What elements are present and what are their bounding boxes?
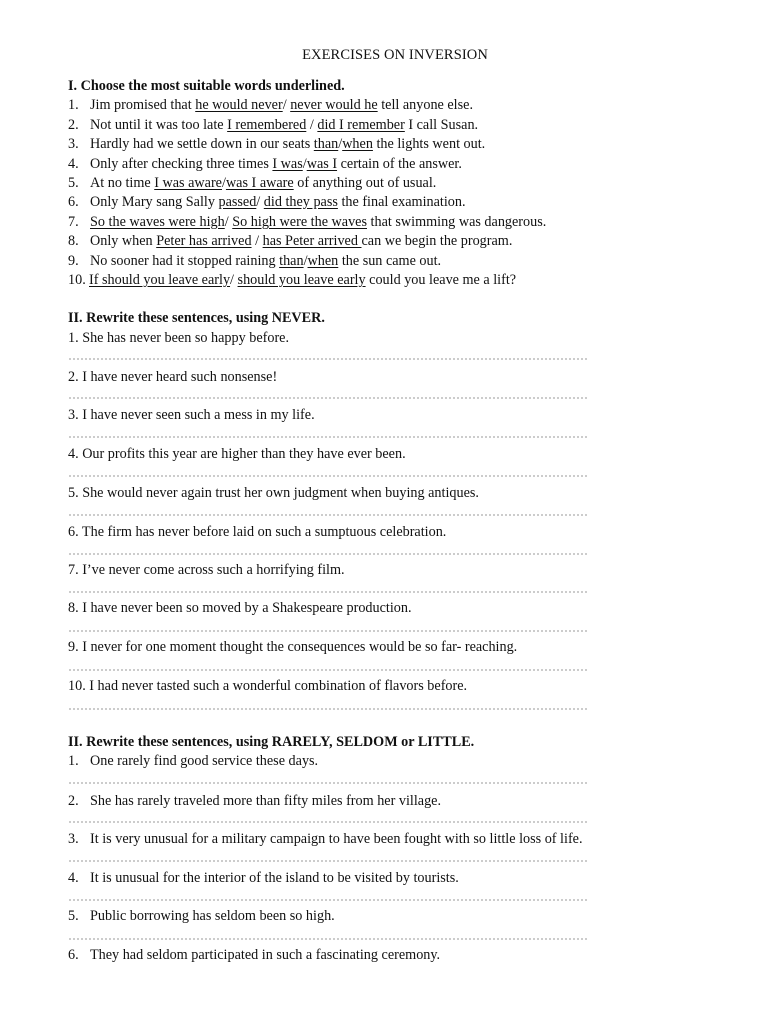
option-2: So high were the waves [232,214,367,230]
section-3-item-1: 1. One rarely find good service these days. [68,753,319,769]
section-1-item-6: 6. Only Mary sang Sally passed/ did they pass the final examination. [68,194,466,210]
section-2-item-7: 7. I’ve never come across such a horrifying film. [68,562,345,578]
option-1: I was [272,156,303,172]
option-2: did they pass [263,194,338,210]
section-2-item-4: 4. Our profits this year are higher than they have ever been. [68,446,406,462]
answer-line[interactable] [68,669,588,671]
answer-line[interactable] [68,591,588,593]
section-2-heading: II. Rewrite these sentences, using NEVER. [68,310,325,326]
page-title: EXERCISES ON INVERSION [302,47,488,63]
answer-line[interactable] [68,938,588,940]
answer-line[interactable] [68,630,588,632]
answer-line[interactable] [68,358,588,360]
section-1-item-8: 8. Only when Peter has arrived / has Peter arrived can we begin the program. [68,233,513,249]
section-2-item-10: 10. I had never tasted such a wonderful combination of flavors before. [68,678,468,694]
section-2-item-1: 1. She has never been so happy before. [68,330,290,346]
section-3-item-5: 5. Public borrowing has seldom been so high. [68,908,335,924]
section-1-item-7: 7. So the waves were high/ So high were the waves that swimming was dangerous. [68,214,547,230]
section-1-item-10: 10. If should you leave early/ should you leave early could you leave me a lift? [68,272,517,288]
option-2: has Peter arrived [262,233,362,249]
answer-line[interactable] [68,475,588,477]
option-2: should you leave early [237,272,366,288]
option-1: than [313,136,339,152]
answer-line[interactable] [68,860,588,862]
section-2-item-2: 2. I have never heard such nonsense! [68,369,278,385]
section-3-item-4: 4. It is unusual for the interior of the island to be visited by tourists. [68,870,459,886]
option-2: was I aware [225,175,294,191]
option-1: I was aware [154,175,222,191]
answer-line[interactable] [68,782,588,784]
answer-line[interactable] [68,899,588,901]
option-1: passed [218,194,257,210]
option-2: did I remember [317,117,405,133]
option-1: If should you leave early [89,272,231,288]
section-1-item-5: 5. At no time I was aware/was I aware of anything out of usual. [68,175,437,191]
option-1: than [279,253,304,269]
answer-line[interactable] [68,708,588,710]
section-3-item-2: 2. She has rarely traveled more than fifty miles from her village. [68,793,442,809]
section-2-item-8: 8. I have never been so moved by a Shakespeare production. [68,600,412,616]
option-1: Peter has arrived [156,233,252,249]
answer-line[interactable] [68,514,588,516]
section-1-item-2: 2. Not until it was too late I remembered / did I remember I call Susan. [68,117,479,133]
section-1-item-9: 9. No sooner had it stopped raining than/when the sun came out. [68,253,442,269]
answer-line[interactable] [68,553,588,555]
answer-line[interactable] [68,397,588,399]
option-2: never would he [290,97,378,113]
section-3-item-3: 3. It is very unusual for a military campaign to have been fought with so little loss of life. [68,831,583,847]
section-3-item-6: 6. They had seldom participated in such a fascinating ceremony. [68,947,441,963]
option-1: he would never [195,97,283,113]
option-2: when [307,253,339,269]
section-1-item-1: 1. Jim promised that he would never/ never would he tell anyone else. [68,97,473,113]
section-2-item-6: 6. The firm has never before laid on such a sumptuous celebration. [68,524,447,540]
option-2: when [342,136,373,152]
section-1-item-3: 3. Hardly had we settle down in our seats than/when the lights went out. [68,136,486,152]
section-2-item-9: 9. I never for one moment thought the consequences would be so far- reaching. [68,639,518,655]
section-2-item-3: 3. I have never seen such a mess in my life. [68,407,315,423]
section-3-heading: II. Rewrite these sentences, using RARELY, SELDOM or LITTLE. [68,734,475,750]
section-1-item-4: 4. Only after checking three times I was/was I certain of the answer. [68,156,462,172]
option-1: So the waves were high [90,214,225,230]
option-2: was I [306,156,338,172]
section-1-heading: I. Choose the most suitable words underlined. [68,78,345,94]
answer-line[interactable] [68,436,588,438]
answer-line[interactable] [68,821,588,823]
section-2-item-5: 5. She would never again trust her own judgment when buying antiques. [68,485,479,501]
option-1: I remembered [227,117,307,133]
